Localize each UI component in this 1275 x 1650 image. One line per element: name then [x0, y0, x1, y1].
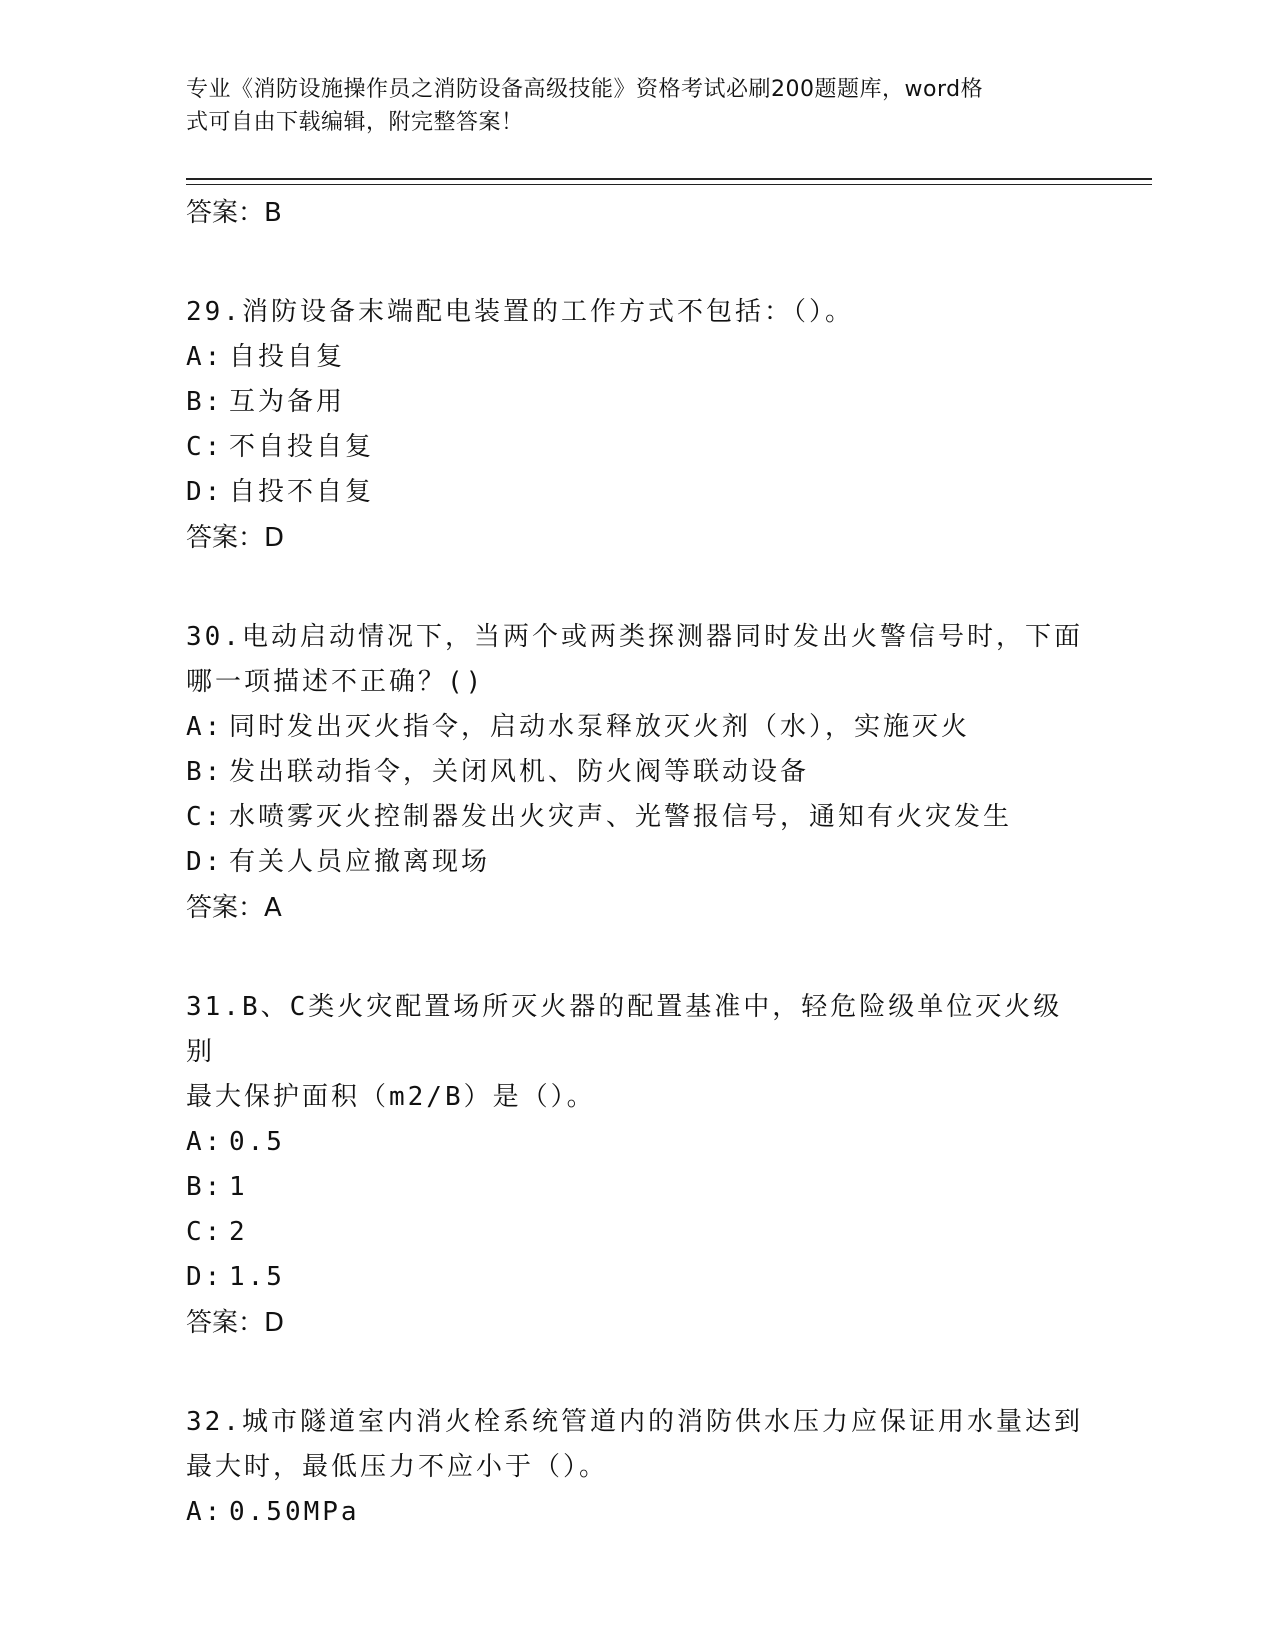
option-c [186, 425, 1086, 470]
option-text: 0.5 [229, 1127, 285, 1157]
option-d [186, 840, 1086, 885]
question-block [186, 985, 1086, 1346]
answer-line: 答案：D [186, 1308, 285, 1338]
option-b [186, 380, 1086, 425]
question-block [186, 290, 1086, 561]
option-text: 1 [229, 1172, 248, 1202]
header-line-2: 式可自由下载编辑，附完整答案！ [186, 110, 524, 135]
option-text: 同时发出灭火指令，启动水泵释放灭火剂（水），实施灭火 [229, 712, 971, 742]
option-key: B: [186, 1172, 224, 1202]
header-divider-thick [186, 178, 1152, 180]
spacer [186, 1346, 1086, 1400]
option-b [186, 750, 1086, 795]
answer-line: 答案：A [186, 893, 282, 923]
spacer [186, 561, 1086, 615]
option-key: D: [186, 477, 224, 507]
option-key: C: [186, 432, 224, 462]
option-text: 水喷雾灭火控制器发出火灾声、光警报信号，通知有火灾发生 [229, 802, 1013, 832]
question-text-line-1: 31.B、C类火灾配置场所灭火器的配置基准中，轻危险级单位灭火级别 [186, 992, 1063, 1067]
question-text-line-2: 最大保护面积（m2/B）是（）。 [186, 1082, 596, 1112]
option-key: D: [186, 847, 224, 877]
spacer [186, 931, 1086, 985]
option-key: A: [186, 1127, 224, 1157]
option-d [186, 470, 1086, 515]
option-a [186, 335, 1086, 380]
option-b [186, 1165, 1086, 1210]
option-key: A: [186, 342, 224, 372]
option-text: 发出联动指令，关闭风机、防火阀等联动设备 [229, 757, 810, 787]
option-key: A: [186, 712, 224, 742]
option-key: B: [186, 387, 224, 417]
option-text: 自投不自复 [229, 477, 375, 507]
question-text-line-2: 哪一项描述不正确？() [186, 667, 485, 697]
option-a [186, 705, 1086, 750]
option-d [186, 1255, 1086, 1300]
option-c [186, 795, 1086, 840]
answer-line: 答案：D [186, 523, 285, 553]
option-key: C: [186, 1217, 224, 1247]
option-a [186, 1490, 1086, 1535]
option-text: 2 [229, 1217, 248, 1247]
document-header [186, 73, 1066, 139]
header-line-1: 专业《消防设施操作员之消防设备高级技能》资格考试必刷200题题库，word格 [186, 77, 984, 102]
option-text: 1.5 [229, 1262, 285, 1292]
option-key: B: [186, 757, 224, 787]
question-text-line-1: 29.消防设备末端配电装置的工作方式不包括：（）。 [186, 297, 854, 327]
option-key: C: [186, 802, 224, 832]
option-a [186, 1120, 1086, 1165]
answer-line: 答案：B [186, 198, 282, 228]
question-text-line-1: 30.电动启动情况下，当两个或两类探测器同时发出火警信号时，下面 [186, 622, 1083, 652]
question-block [186, 1400, 1086, 1535]
option-text: 有关人员应撤离现场 [229, 847, 491, 877]
option-key: A: [186, 1497, 224, 1527]
header-divider-thin [186, 184, 1152, 185]
option-text: 自投自复 [229, 342, 346, 372]
question-list [186, 190, 1086, 1535]
question-text-line-2: 最大时，最低压力不应小于（）。 [186, 1452, 609, 1482]
question-block [186, 615, 1086, 931]
spacer [186, 236, 1086, 290]
question-text-line-1: 32.城市隧道室内消火栓系统管道内的消防供水压力应保证用水量达到 [186, 1407, 1083, 1437]
option-text: 不自投自复 [229, 432, 375, 462]
option-text: 0.50MPa [229, 1497, 360, 1527]
option-key: D: [186, 1262, 224, 1292]
option-text: 互为备用 [229, 387, 346, 417]
option-c [186, 1210, 1086, 1255]
